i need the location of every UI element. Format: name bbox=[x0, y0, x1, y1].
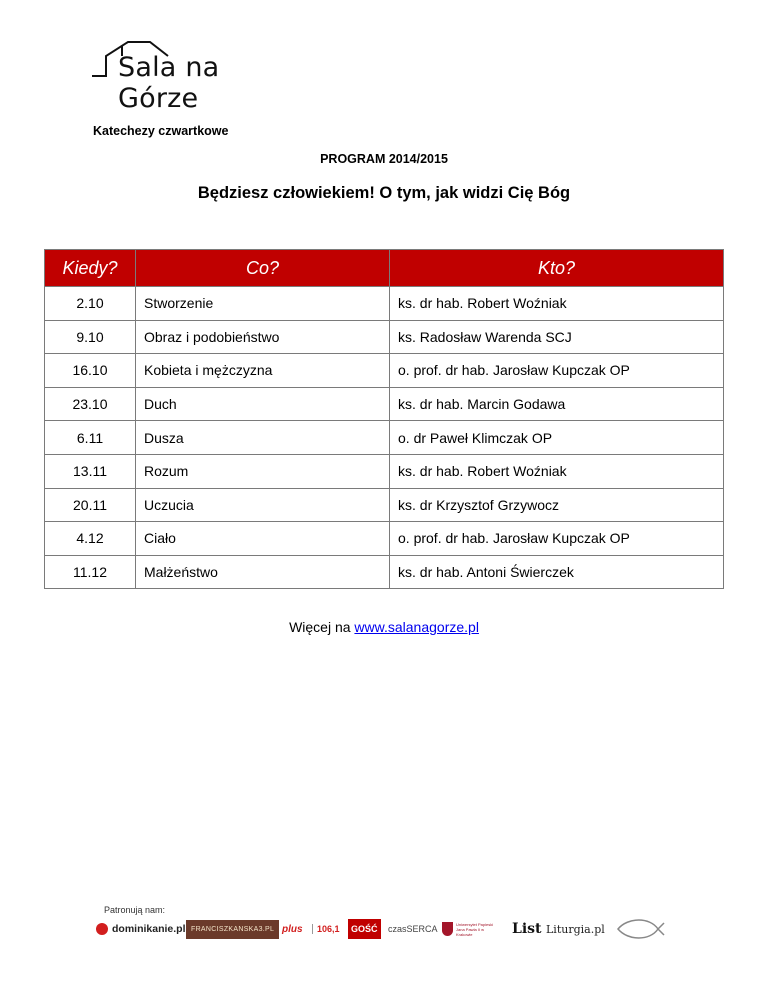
patron-label: Patronują nam: bbox=[104, 905, 166, 915]
page-title: Będziesz człowiekiem! O tym, jak widzi Cię Bóg bbox=[197, 184, 571, 202]
cell-topic: Uczucia bbox=[136, 488, 390, 522]
cell-topic: Małżeństwo bbox=[136, 555, 390, 589]
dominikanie-icon bbox=[96, 923, 108, 935]
cell-date: 9.10 bbox=[45, 320, 136, 354]
cell-topic: Ciało bbox=[136, 522, 390, 556]
radio-plus-logo: plus bbox=[282, 923, 303, 935]
logo-text: Sala na Górze bbox=[118, 52, 220, 114]
more-info-prefix: Więcej na bbox=[289, 619, 355, 635]
table-row bbox=[45, 387, 724, 421]
table-row bbox=[45, 488, 724, 522]
table-row bbox=[45, 320, 724, 354]
upjp2-logo: Uniwersytet Papieski Jana Pawła II w Krakowie bbox=[442, 916, 500, 942]
cell-speaker: ks. dr hab. Marcin Godawa bbox=[390, 387, 724, 421]
gosc-logo: GOŚĆ bbox=[348, 916, 381, 942]
cell-topic: Duch bbox=[136, 387, 390, 421]
cell-date: 11.12 bbox=[45, 555, 136, 589]
cell-speaker: ks. Radosław Warenda SCJ bbox=[390, 320, 724, 354]
dominikanie-logo: dominikanie.pl bbox=[96, 916, 186, 942]
header-when: Kiedy? bbox=[45, 250, 136, 287]
cell-date: 16.10 bbox=[45, 354, 136, 388]
crest-icon bbox=[442, 922, 453, 936]
cell-date: 20.11 bbox=[45, 488, 136, 522]
subtitle: Katechezy czwartkowe bbox=[93, 124, 229, 138]
cell-speaker: o. prof. dr hab. Jarosław Kupczak OP bbox=[390, 354, 724, 388]
sala-na-gorze-logo bbox=[92, 40, 302, 114]
website-link[interactable]: www.salanagorze.pl bbox=[354, 619, 479, 635]
fish-icon bbox=[616, 917, 666, 941]
table-row bbox=[45, 421, 724, 455]
table-row bbox=[45, 287, 724, 321]
cell-date: 2.10 bbox=[45, 287, 136, 321]
cell-date: 6.11 bbox=[45, 421, 136, 455]
cell-topic: Stworzenie bbox=[136, 287, 390, 321]
liturgia-logo: Liturgia.pl bbox=[546, 922, 605, 936]
cell-speaker: ks. dr hab. Robert Woźniak bbox=[390, 287, 724, 321]
cell-topic: Obraz i podobieństwo bbox=[136, 320, 390, 354]
cell-date: 13.11 bbox=[45, 454, 136, 488]
radio-106-logo: 106,1 bbox=[312, 916, 340, 942]
program-heading: PROGRAM 2014/2015 bbox=[320, 152, 448, 166]
cell-date: 4.12 bbox=[45, 522, 136, 556]
table-row bbox=[45, 522, 724, 556]
table-row bbox=[45, 354, 724, 388]
cell-topic: Rozum bbox=[136, 454, 390, 488]
table-header-row bbox=[45, 250, 724, 287]
header-who: Kto? bbox=[390, 250, 724, 287]
czas-serca-logo: czasSERCA bbox=[388, 924, 438, 934]
schedule-table bbox=[44, 249, 724, 589]
cell-speaker: o. prof. dr hab. Jarosław Kupczak OP bbox=[390, 522, 724, 556]
cell-topic: Kobieta i mężczyzna bbox=[136, 354, 390, 388]
cell-speaker: o. dr Paweł Klimczak OP bbox=[390, 421, 724, 455]
header-what: Co? bbox=[136, 250, 390, 287]
cell-topic: Dusza bbox=[136, 421, 390, 455]
cell-date: 23.10 bbox=[45, 387, 136, 421]
cell-speaker: ks. dr Krzysztof Grzywocz bbox=[390, 488, 724, 522]
sponsor-logos bbox=[96, 916, 676, 944]
cell-speaker: ks. dr hab. Antoni Świerczek bbox=[390, 555, 724, 589]
table-row bbox=[45, 555, 724, 589]
fish-logo bbox=[616, 916, 666, 942]
table-row bbox=[45, 454, 724, 488]
franciszkanska-logo: FRANCISZKANSKA3.PL bbox=[186, 916, 279, 942]
list-logo: List bbox=[512, 921, 542, 937]
more-info-line bbox=[0, 619, 768, 635]
cell-speaker: ks. dr hab. Robert Woźniak bbox=[390, 454, 724, 488]
